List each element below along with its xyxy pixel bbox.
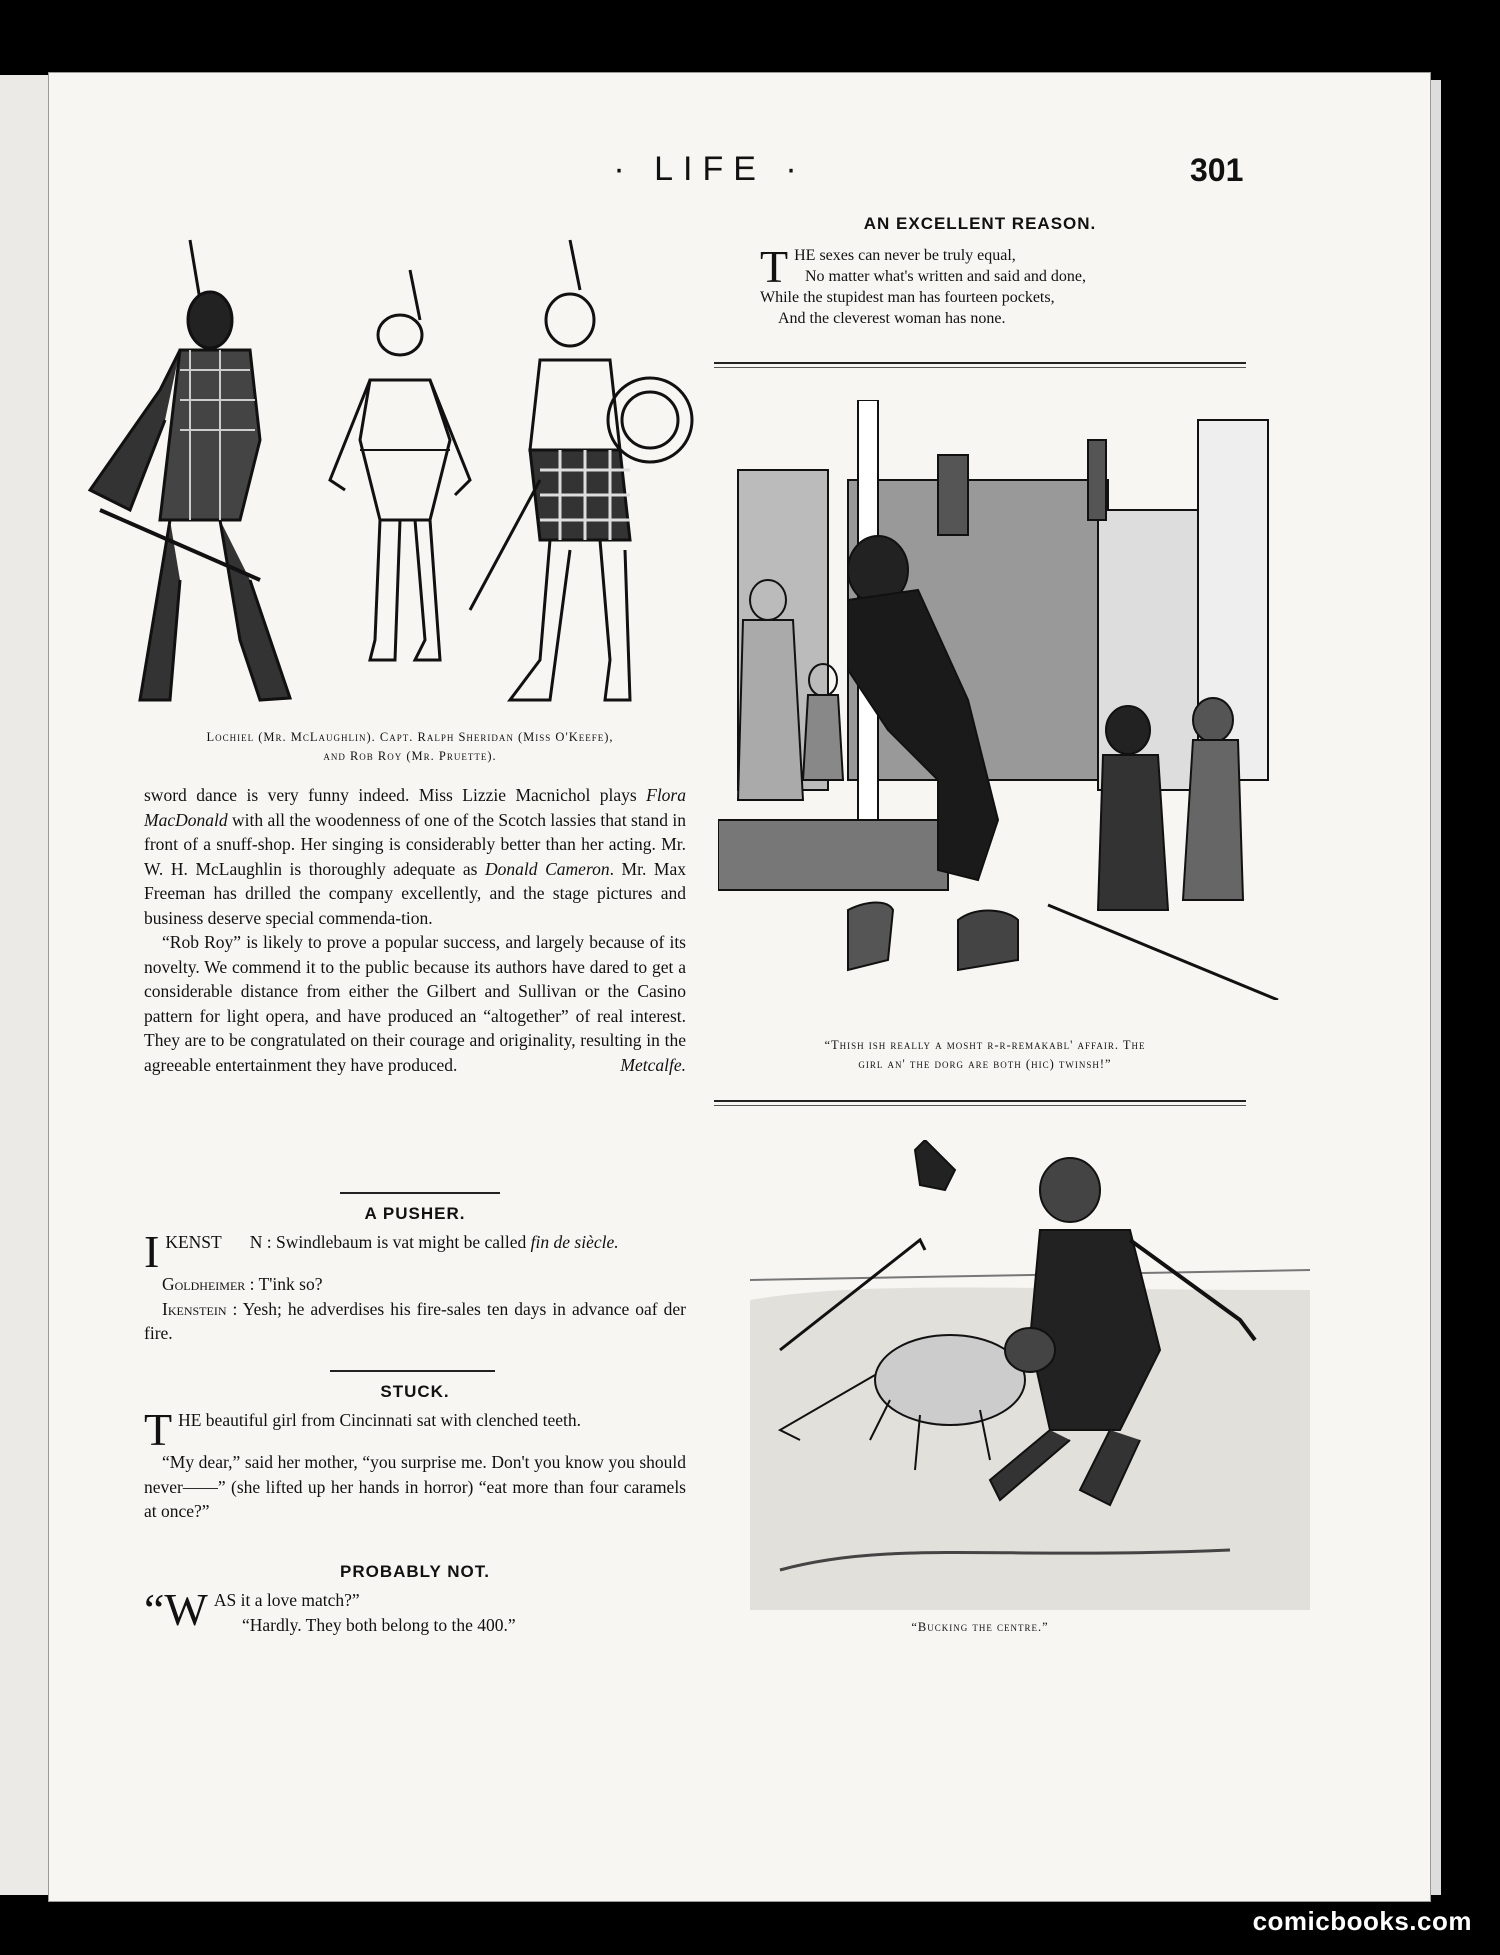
poem-line: And the cleverest woman has none. bbox=[778, 310, 1006, 327]
poem-line: While the stupidest man has fourteen pockets, bbox=[760, 289, 1055, 306]
review-text: “Rob Roy” is likely to prove a popular success, and largely because of its novelty. We commend it to the public because its authors have dared to get a considerable distance from either the Gilbert and Sullivan or the Casino pattern for light opera, and have produced an “altogether” of real interest. They are to be congratulated on their courage and originality, resulting in the agreeable entertainment they have produced. bbox=[144, 932, 686, 1075]
page-number: 301 bbox=[1190, 152, 1244, 188]
section-divider bbox=[340, 1192, 500, 1194]
stuck-text-span: HE beautiful girl from Cincinnati sat with clenched teeth. bbox=[178, 1410, 581, 1430]
dropcap: T bbox=[760, 241, 789, 292]
stuck-paragraph-1 bbox=[144, 1404, 686, 1455]
caption-line: girl an' the dorg are both (hic) twinsh!” bbox=[858, 1057, 1112, 1071]
stuck-paragraph-2: “My dear,” said her mother, “you surprise me. Don't you know you should never——” (she lifted up her hands in horror) “eat more than four caramels at once?” bbox=[144, 1452, 686, 1521]
dropcap: “W bbox=[144, 1584, 208, 1635]
signature: Metcalfe. bbox=[620, 1054, 686, 1075]
review-paragraph-1 bbox=[144, 783, 686, 930]
scottish-characters-illustration bbox=[70, 220, 710, 720]
pusher-line-1 bbox=[144, 1226, 686, 1277]
opera-review bbox=[144, 783, 686, 1077]
probably-not-heading: PROBABLY NOT. bbox=[340, 1562, 490, 1581]
scottish-characters-caption bbox=[110, 728, 710, 766]
review-text: . Mr. Max Freeman has drilled the company excellently, and the stage pictures and business deserve special commenda-tion. bbox=[144, 858, 686, 928]
caption-line: “Thish ish really a mosht r-r-remakabl' affair. The bbox=[824, 1038, 1146, 1052]
speaker-name: Goldheimer bbox=[162, 1274, 246, 1294]
pusher-text bbox=[144, 1226, 686, 1346]
stuck-text bbox=[144, 1404, 686, 1524]
excellent-reason-poem bbox=[760, 241, 1230, 329]
twins-caption bbox=[705, 1036, 1265, 1074]
pusher-text-italic: fin de siècle. bbox=[530, 1232, 619, 1252]
bucking-caption: “Bucking the centre.” bbox=[911, 1620, 1049, 1634]
review-text: sword dance is very funny indeed. Miss Lizzie Macnichol plays bbox=[144, 785, 647, 805]
speaker-name: Ikenstein bbox=[162, 1298, 227, 1319]
review-text: with all the woodenness of one of the Scotch lassies that stand in front of a snuff-shop. Her singing is considerably better than her acting. Mr. W. H. McLaughlin is thoroughly adequate as bbox=[144, 809, 686, 879]
watermark-credit: comicbooks.com bbox=[1252, 1906, 1472, 1936]
probably-not-line-2: “Hardly. They both belong to the 400.” bbox=[242, 1614, 516, 1635]
pusher-text-span: N : Swindlebaum is vat might be called bbox=[249, 1232, 531, 1252]
dropcap: T bbox=[144, 1404, 173, 1455]
probably-not-text bbox=[144, 1584, 686, 1637]
caption-line: and Rob Roy (Mr. Pruette). bbox=[323, 749, 497, 763]
pusher-line-3 bbox=[144, 1297, 686, 1346]
excellent-reason-heading: AN EXCELLENT REASON. bbox=[863, 214, 1097, 233]
poem-line: No matter what's written and said and done, bbox=[805, 268, 1087, 285]
stuck-heading: STUCK. bbox=[380, 1382, 450, 1401]
poem-line: HE sexes can never be truly equal, bbox=[794, 247, 1016, 264]
pusher-line-2 bbox=[144, 1272, 686, 1297]
section-divider bbox=[330, 1370, 495, 1372]
review-text-italic: Flora MacDonald bbox=[144, 785, 686, 830]
review-text-italic: Donald Cameron bbox=[485, 858, 610, 879]
dropcap: I bbox=[144, 1226, 160, 1277]
review-paragraph-2 bbox=[144, 930, 686, 1077]
pusher-heading: A PUSHER. bbox=[364, 1204, 466, 1223]
section-divider bbox=[714, 362, 1246, 368]
probably-not-text-span: AS it a love match?” bbox=[213, 1590, 360, 1610]
right-page-edge bbox=[1431, 80, 1441, 1895]
caption-line: Lochiel (Mr. McLaughlin). Capt. Ralph Sheridan (Miss O'Keefe), bbox=[206, 730, 614, 744]
magazine-title: · LIFE · bbox=[613, 150, 807, 188]
pusher-text-span: : Yesh; he adverdises his fire-sales ten days in advance oaf der fire. bbox=[144, 1298, 686, 1343]
street-twins-illustration bbox=[718, 400, 1288, 1000]
pusher-text-span: : T'ink so? bbox=[249, 1274, 323, 1294]
section-divider bbox=[714, 1100, 1246, 1106]
pusher-text-span: KENST bbox=[165, 1232, 222, 1252]
left-page-edge bbox=[0, 75, 52, 1895]
bucking-the-centre-illustration bbox=[750, 1140, 1310, 1610]
